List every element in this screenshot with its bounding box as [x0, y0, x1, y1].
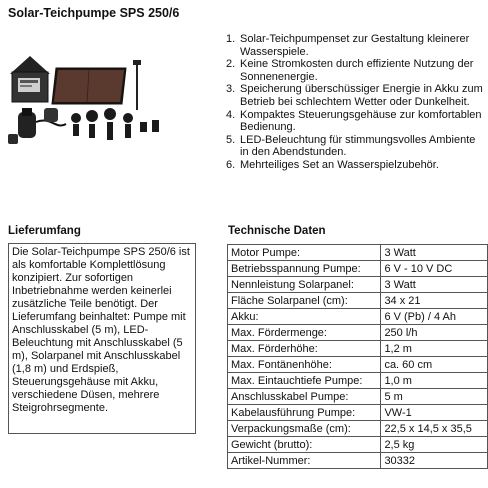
solar-panel-icon: [52, 68, 126, 104]
feature-item: 3. Speicherung überschüssiger Energie in Akku zum Betrieb bei schlechtem Wetter oder Dunkelheit.: [226, 83, 483, 108]
spec-value: 1,0 m: [381, 373, 488, 389]
lieferumfang-heading: Lieferumfang: [8, 225, 81, 237]
pump-icon: [18, 108, 66, 138]
spec-label: Anschlusskabel Pumpe:: [228, 389, 381, 405]
spec-label: Fläche Solarpanel (cm):: [228, 293, 381, 309]
spec-label: Max. Fördermenge:: [228, 325, 381, 341]
spec-value: 30332: [381, 453, 488, 469]
feature-list: [226, 33, 484, 172]
spec-label: Kabelausführung Pumpe:: [228, 405, 381, 421]
spec-label: Max. Förderhöhe:: [228, 341, 381, 357]
spec-label: Betriebsspannung Pumpe:: [228, 261, 381, 277]
table-row: [228, 437, 488, 453]
feature-item: 5. LED-Beleuchtung für stimmungsvolles Ambiente in den Abendstunden.: [226, 133, 476, 159]
table-row: [228, 245, 488, 261]
table-row: [228, 405, 488, 421]
table-row: [228, 341, 488, 357]
table-row: [228, 357, 488, 373]
spec-value: VW-1: [381, 405, 488, 421]
table-row: [228, 293, 488, 309]
table-row: [228, 277, 488, 293]
feature-item: 1. Solar-Teichpumpenset zur Gestaltung kleinerer Wasserspiele.: [226, 33, 470, 58]
product-title: Solar-Teichpumpe SPS 250/6: [8, 6, 180, 20]
spec-value: 250 l/h: [381, 325, 488, 341]
table-row: [228, 453, 488, 469]
spec-table: [227, 244, 488, 469]
feature-item: 6. Mehrteiliges Set an Wasserspielzubehör.: [226, 158, 439, 171]
table-row: [228, 421, 488, 437]
spec-value: 5 m: [381, 389, 488, 405]
spec-label: Motor Pumpe:: [228, 245, 381, 261]
spec-value: ca. 60 cm: [381, 357, 488, 373]
feature-item: 2. Keine Stromkosten durch effiziente Nutzung der Sonnenenergie.: [226, 58, 474, 83]
control-box-icon: [10, 56, 50, 102]
spec-label: Akku:: [228, 309, 381, 325]
spec-value: 3 Watt: [381, 277, 488, 293]
spec-value: 3 Watt: [381, 245, 488, 261]
spec-value: 22,5 x 14,5 x 35,5: [381, 421, 488, 437]
spec-label: Gewicht (brutto):: [228, 437, 381, 453]
spec-label: Artikel-Nummer:: [228, 453, 381, 469]
table-row: [228, 261, 488, 277]
lieferumfang-box: Die Solar-Teichpumpe SPS 250/6 ist als komfortable Komplettlösung konzipiert. Zur sofortigen Inbetriebnahme werden keinerlei zusätzliche Teile benötigt. Der Lieferumfang beinhaltet: Pumpe mit Anschlusskabel (5 m), LED-Beleuchtung mit Anschlusskabel (5 m), Solarpanel mit Anschlusskabel (1,8 m) und Erdspieß, Steuerungsgehäuse mit Akku, verschiedene Düsen, mehrere Steigrohrsegmente.: [8, 243, 196, 434]
spec-label: Nennleistung Solarpanel:: [228, 277, 381, 293]
table-row: [228, 389, 488, 405]
nozzles-icon: [71, 108, 159, 140]
ground-stake-icon: [133, 60, 141, 110]
spec-value: 6 V (Pb) / 4 Ah: [381, 309, 488, 325]
spec-value: 34 x 21: [381, 293, 488, 309]
spec-value: 1,2 m: [381, 341, 488, 357]
product-image: [6, 52, 206, 162]
spec-label: Verpackungsmaße (cm):: [228, 421, 381, 437]
feature-item: 4. Kompaktes Steuerungsgehäuse zur komfortablen Bedienung.: [226, 108, 482, 134]
spec-value: 6 V - 10 V DC: [381, 261, 488, 277]
spec-value: 2,5 kg: [381, 437, 488, 453]
spec-label: Max. Fontänenhöhe:: [228, 357, 381, 373]
table-row: [228, 309, 488, 325]
technische-daten-heading: Technische Daten: [228, 225, 326, 237]
spec-label: Max. Eintauchtiefe Pumpe:: [228, 373, 381, 389]
table-row: [228, 325, 488, 341]
table-row: [228, 373, 488, 389]
